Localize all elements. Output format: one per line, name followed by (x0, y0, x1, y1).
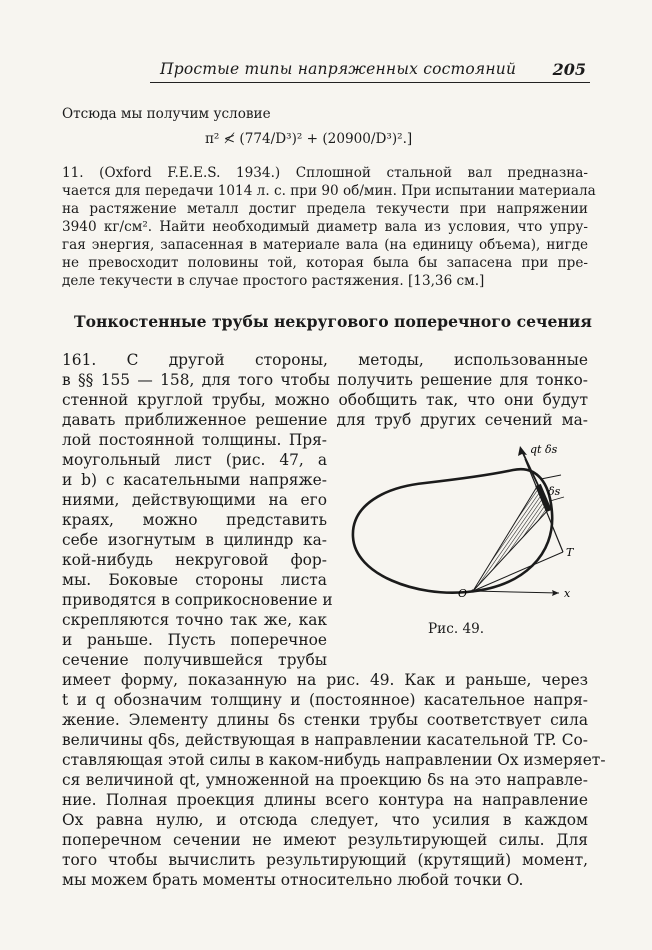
body-line: ставляющая этой силы в каком-нибудь направлении Ox измеряет- (62, 751, 606, 769)
problem-line: не превосходит половины той, которая была бы запасена при пре- (62, 255, 588, 271)
problem-line: деле текучести в случае простого растяжения. [13,36 см.] (62, 273, 485, 289)
problem-line: 3940 кг/см². Найти необходимый диаметр вала из условия, что упру- (62, 219, 588, 235)
intro-line: Отсюда мы получим условие (62, 106, 271, 122)
figure-49-drawing (345, 435, 595, 635)
label-T: T (566, 546, 574, 559)
running-header (150, 60, 590, 82)
body-line: t и q обозначим толщину и (постоянное) касательное напря- (62, 691, 588, 709)
body-line: величины qδs, действующая в направлении касательной TP. Со- (62, 731, 588, 749)
body-line: мы. Боковые стороны листа (62, 571, 327, 589)
body-line: скрепляются точно так же, как (62, 611, 327, 629)
section-title: Тонкостенные трубы некругового поперечного сечения (74, 312, 592, 331)
page-number: 205 (552, 60, 586, 79)
body-line: себе изогнутым в цилиндр ка- (62, 531, 327, 549)
label-x: x (564, 587, 571, 600)
body-line: имеет форму, показанную на рис. 49. Как и раньше, через (62, 671, 588, 689)
body-line: сечение получившейся трубы (62, 651, 327, 669)
problem-line: чается для передачи 1014 л. с. при 90 об/мин. При испытании материала (62, 183, 596, 199)
figure-caption: Рис. 49. (428, 621, 485, 637)
body-line: ниями, действующими на его (62, 491, 327, 509)
body-line: и раньше. Пусть поперечное (62, 631, 327, 649)
figure-49 (345, 435, 595, 635)
problem-11 (62, 164, 596, 290)
paragraph-161-bottom (62, 670, 606, 890)
problem-line: гая энергия, запасенная в материале вала (на единицу объема), нигде (62, 237, 588, 253)
body-line: приводятся в соприкосновение и (62, 591, 333, 609)
body-line: мы можем брать моменты относительно любой точки O. (62, 871, 524, 889)
header-rule (150, 82, 590, 83)
hatched-sector (473, 485, 549, 591)
condition-formula: π² ≮ (774/D³)² + (20900/D³)².] (205, 131, 413, 147)
x-axis (473, 591, 559, 593)
body-line: и b) с касательными напряже- (62, 471, 327, 489)
label-force: qt δs (530, 443, 558, 456)
body-line: поперечном сечении не имеют результирующей силы. Для (62, 831, 588, 849)
body-line: ся величиной qt, умноженной на проекцию δs на это направле- (62, 771, 588, 789)
body-line: стенной круглой трубы, можно обобщить так, что они будут (62, 391, 588, 409)
label-ds: δs (548, 485, 561, 498)
running-title: Простые типы напряженных состояний (160, 60, 517, 78)
problem-line: на растяжение металл достиг предела текучести при напряжении (62, 201, 588, 217)
body-line: в §§ 155 — 158, для того чтобы получить решение для тонко- (62, 371, 588, 389)
body-line: кой-нибудь некруговой фор- (62, 551, 327, 569)
label-O: O (458, 587, 468, 600)
paragraph-161-top (62, 350, 588, 430)
paragraph-161-wrap (62, 430, 333, 670)
problem-line: 11. (Oxford F.E.E.S. 1934.) Сплошной стальной вал предназна- (62, 165, 588, 181)
body-line: лой постоянной толщины. Пря- (62, 431, 327, 449)
body-line: краях, можно представить (62, 511, 327, 529)
body-line: Ox равна нулю, и отсюда следует, что усилия в каждом (62, 811, 588, 829)
body-line: давать приближенное решение для труб других сечений ма- (62, 411, 588, 429)
body-line: ние. Полная проекция длины всего контура на направление (62, 791, 588, 809)
body-line: того чтобы вычислить результирующий (крутящий) момент, (62, 851, 588, 869)
body-line: моугольный лист (рис. 47, a (62, 451, 327, 469)
body-line: 161. С другой стороны, методы, использованные (62, 351, 588, 369)
body-line: жение. Элементу длины δs стенки трубы соответствует сила (62, 711, 588, 729)
